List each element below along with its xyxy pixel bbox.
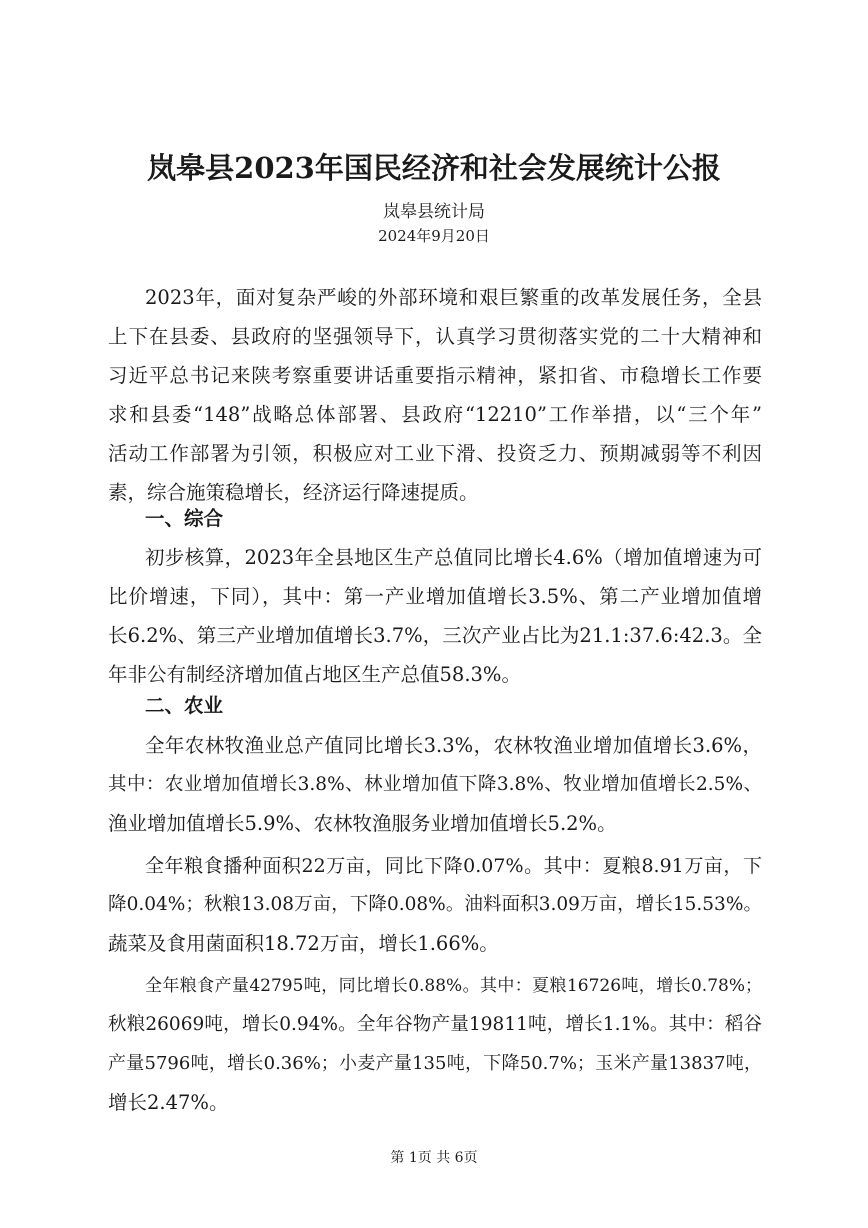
paragraph-line: 蔬菜及食用菌面积18.72万亩，增长1.66%。 [108,932,499,955]
issuing-organization: 岚皋县统计局 [383,202,485,222]
paragraph-line: 全年粮食产量42795吨，同比增长0.88%。其中：夏粮16726吨，增长0.78%； [145,976,762,996]
intro-line: 上下在县委、县政府的坚强领导下，认真学习贯彻落实党的二十大精神和 [108,325,762,348]
document-title: 岚皋县2023年国民经济和社会发展统计公报 [147,151,721,185]
paragraph-line: 全年农林牧渔业总产值同比增长3.3%，农林牧渔业增加值增长3.6%， [145,734,762,757]
intro-line: 求和县委“148”战略总体部署、县政府“12210”工作举措，以“三个年” [108,403,762,426]
paragraph-line: 初步核算，2023年全县地区生产总值同比增长4.6%（增加值增速为可 [145,546,762,569]
paragraph-line: 其中：农业增加值增长3.8%、林业增加值下降3.8%、牧业增加值增长2.5%、 [108,774,762,795]
paragraph-line: 年非公有制经济增加值占地区生产总值58.3%。 [108,663,521,686]
paragraph-line: 产量5796吨，增长0.36%；小麦产量135吨，下降50.7%；玉米产量13837吨， [108,1053,762,1074]
paragraph-line: 秋粮26069吨，增长0.94%。全年谷物产量19811吨，增长1.1%。其中：稻谷 [108,1014,762,1035]
page-number-footer: 第 1页 共 6页 [390,1150,478,1166]
paragraph-line: 全年粮食播种面积22万亩，同比下降0.07%。其中：夏粮8.91万亩，下 [145,855,762,877]
paragraph-line: 降0.04%；秋粮13.08万亩，下降0.08%。油料面积3.09万亩，增长15.53%。 [108,894,762,915]
section-heading-comprehensive: 一、综合 [145,507,224,530]
section-heading-agriculture: 二、农业 [145,694,224,717]
intro-line: 活动工作部署为引领，积极应对工业下滑、投资乏力、预期减弱等不利因 [108,442,762,465]
intro-line: 习近平总书记来陕考察重要讲话重要指示精神，紧扣省、市稳增长工作要 [108,364,762,387]
paragraph-line: 长6.2%、第三产业增加值增长3.7%，三次产业占比为21.1:37.6:42.3。全 [108,624,762,647]
paragraph-line: 渔业增加值增长5.9%、农林牧渔服务业增加值增长5.2%。 [108,812,617,835]
paragraph-line: 增长2.47%。 [108,1091,229,1114]
paragraph-line: 比价增速，下同），其中：第一产业增加值增长3.5%、第二产业增加值增 [108,585,762,608]
intro-line: 素，综合施策稳增长，经济运行降速提质。 [108,481,479,504]
intro-line: 2023年，面对复杂严峻的外部环境和艰巨繁重的改革发展任务，全县 [145,286,762,309]
publish-date: 2024年9月20日 [378,227,490,245]
